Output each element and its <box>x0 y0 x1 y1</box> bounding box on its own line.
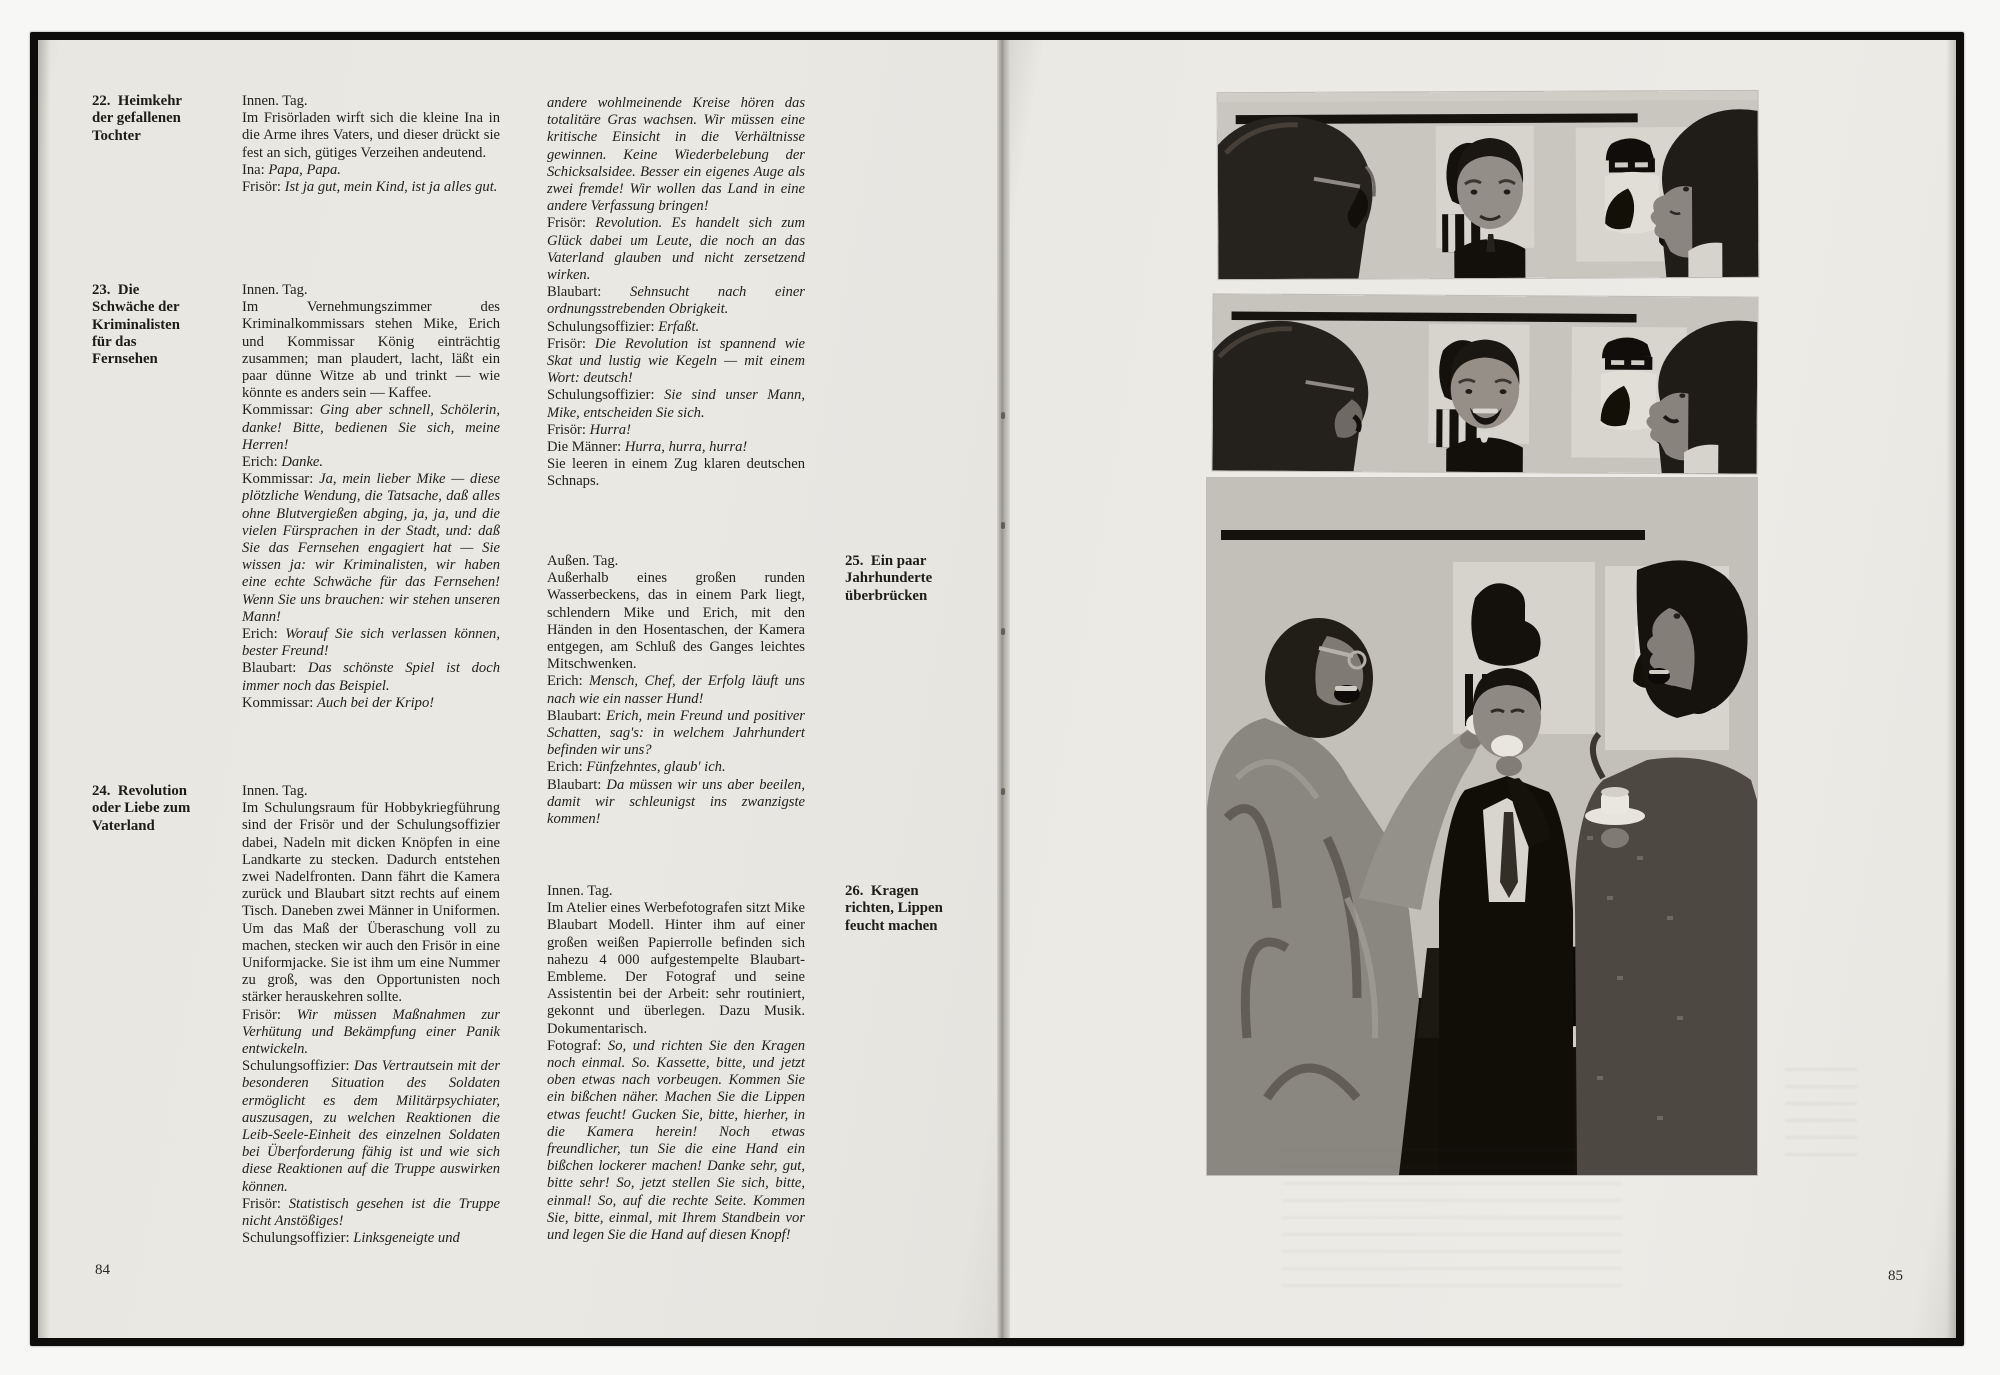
script-paragraph <box>547 215 805 284</box>
dialogue-text: Linksgeneigte und <box>353 1230 460 1247</box>
script-paragraph <box>242 471 500 626</box>
scene-margin-label-line: feucht machen <box>845 917 938 934</box>
scene-margin-label <box>845 553 932 605</box>
scene-margin-label <box>92 783 190 835</box>
script-paragraph <box>242 402 500 454</box>
dialogue-text: Danke. <box>281 454 324 471</box>
script-block <box>242 282 500 712</box>
film-still-top <box>1218 91 1759 279</box>
dialogue-text: Das Vertrautsein mit der besonderen Situation des Soldaten ermöglicht es dem Militärpsychiater, auszusagen, zu welchen Reaktionen die Leib-Seele-Einheit des einzelnen Soldaten bei Überforderung fähig ist und wie sich diese Reaktionen auf die Truppe auswirken können. <box>242 1058 500 1195</box>
script-block <box>242 783 500 1247</box>
stage-text: Im Frisörladen wirft sich die kleine Ina in die Arme ihres Vaters, und dieser drückt sie fest an sich, gütiges Verzeihen andeutend. <box>242 110 500 161</box>
script-paragraph <box>242 93 500 110</box>
script-paragraph <box>242 695 500 712</box>
dialogue-text: Auch bei der Kripo! <box>317 694 435 711</box>
stage-text: Kommissar: <box>242 402 320 419</box>
margin-labels-right <box>845 40 977 1338</box>
script-paragraph <box>547 673 805 707</box>
film-still-middle-art <box>1212 294 1757 473</box>
film-still-large-art <box>1207 478 1757 1175</box>
scene-margin-label-line: Schwäche der <box>92 299 180 316</box>
scene-margin-label-line: Kriminalisten <box>92 316 180 333</box>
stage-text: Frisör: <box>547 421 590 438</box>
script-paragraph <box>242 110 500 162</box>
script-paragraph <box>242 1196 500 1230</box>
stage-text: Die Männer: <box>547 439 625 456</box>
stage-text: Frisör: <box>242 179 285 196</box>
script-paragraph <box>242 660 500 694</box>
dialogue-text: Die Revolution ist spannend wie Skat und lustig wie Kegeln — mit einem Wort: deutsch! <box>547 335 805 387</box>
stage-text: Schulungsoffizier: <box>242 1230 354 1247</box>
dialogue-text: Ist ja gut, mein Kind, ist ja alles gut. <box>284 179 498 196</box>
script-paragraph <box>547 900 805 1038</box>
dialogue-text: Papa, Papa. <box>268 161 341 178</box>
dialogue-text: Erfaßt. <box>658 318 700 335</box>
stage-text: Schulungsoffizier: <box>547 318 659 335</box>
script-block <box>547 553 805 828</box>
stage-text: Kommissar: <box>242 694 317 711</box>
stage-text: Blaubart: <box>547 776 607 793</box>
stage-text: Frisör: <box>242 1006 297 1023</box>
margin-labels-left <box>92 40 230 1338</box>
spread <box>38 40 1956 1338</box>
script-paragraph <box>242 1058 500 1196</box>
stage-text: Innen. Tag. <box>242 93 308 109</box>
stage-text: Erich: <box>547 673 590 690</box>
scene-margin-label <box>845 883 943 935</box>
dialogue-text: Worauf Sie sich verlassen können, bester Freund! <box>242 626 500 660</box>
dialogue-text: Hurra, hurra, hurra! <box>624 439 748 456</box>
script-paragraph <box>547 570 805 673</box>
dialogue-text: Da müssen wir uns aber beeilen, damit wir schleunigst ins zwanzigste kommen! <box>547 776 805 828</box>
stage-text: Innen. Tag. <box>547 883 613 899</box>
script-paragraph <box>547 708 805 760</box>
stage-text: Sie leeren in einem Zug klaren deutschen Schnaps. <box>547 456 805 490</box>
script-block <box>547 883 805 1244</box>
script-paragraph <box>547 336 805 388</box>
script-paragraph <box>547 439 805 456</box>
dialogue-text: Hurra! <box>589 421 631 438</box>
script-paragraph <box>547 883 805 900</box>
script-paragraph <box>242 299 500 402</box>
dialogue-text: Das schönste Spiel ist doch immer noch das Beispiel. <box>242 660 500 694</box>
stage-text: Im Schulungsraum für Hobbykriegführung sind der Frisör und der Schulungsoffizier dabei, Nadeln mit dicken Knöpfen in eine Landkarte zu stecken. Dadurch entstehen zwei Nadelfronten. Dann fährt die Kamera zurück und Blaubart sitzt rechts auf einem Tisch. Daneben zwei Männer in Uniformen. Um das Maß der Überaschung voll zu machen, stecken wir auch den Frisör in eine Uniformjacke. Sie ist ihm um eine Nummer zu groß, was den Opportunisten noch stärker herauskehren sollte. <box>242 800 500 1006</box>
script-paragraph <box>242 783 500 800</box>
script-paragraph <box>242 162 500 179</box>
script-paragraph <box>242 454 500 471</box>
script-paragraph <box>547 387 805 421</box>
script-paragraph <box>242 800 500 1006</box>
script-paragraph <box>242 626 500 660</box>
script-column-1 <box>242 40 500 1338</box>
scene-margin-label-line: 23. Die <box>92 282 140 298</box>
scene-margin-label <box>92 282 180 368</box>
scene-margin-label-line: für das <box>92 333 137 350</box>
dialogue-text: Statistisch gesehen ist die Truppe nicht Anstößiges! <box>242 1195 500 1230</box>
stage-text: Schulungsoffizier: <box>242 1058 354 1075</box>
binding-stitch <box>1001 522 1005 529</box>
stage-text: Erich: <box>242 454 282 471</box>
page-84 <box>38 40 997 1338</box>
stage-text: Frisör: <box>547 335 595 352</box>
stage-text: Außerhalb eines großen runden Wasserbeckens, das in einem Park liegt, schlendern Mike und Erich, mit den Händen in den Hosentaschen, der Kamera entgegen, am Schluß des Ganges leichtes Mitschwenken. <box>547 570 805 673</box>
dialogue-text: Sie sind unser Mann, Mike, entscheiden Sie sich. <box>547 387 805 421</box>
script-paragraph <box>242 1230 500 1247</box>
stage-text: Erich: <box>242 626 286 643</box>
stage-text: Ina: <box>242 161 269 178</box>
script-column-2 <box>547 40 805 1338</box>
binding-stitch <box>1001 628 1005 635</box>
book-spread <box>30 32 1964 1346</box>
stage-text: Im Atelier eines Werbefotografen sitzt Mike Blaubart Modell. Hinter ihm auf einer großen weißen Papierrolle befinden sich nahezu 4 000 aufgestempelte Blaubart-Embleme. Der Fotograf und seine Assistentin bei der Arbeit: sehr routiniert, gekonnt und überlegen. Dazu Musik. Dokumentarisch. <box>547 900 805 1037</box>
stage-text: Im Vernehmungszimmer des Kriminalkommissars stehen Mike, Erich und Kommissar König einträchtig zusammen; man plaudert, lacht, läßt ein paar dünne Witze ab und trinkt — wie könnte es anders sein — Kaffee. <box>242 299 500 402</box>
dialogue-text: Ja, mein lieber Mike — diese plötzliche Wendung, die Tatsache, daß alles ohne Blutvergießen abging, ja, ja, und die vielen Fürsprachen in der Stadt, und: daß Sie das Fernsehen engagiert hat — Sie wissen ja: wir Kriminalisten, wir haben eine echte Schwäche für das Fernsehen! Wenn Sie uns brauchen: wir stehen unseren Mann! <box>242 471 501 625</box>
stage-text: Außen. Tag. <box>547 553 619 569</box>
script-block <box>242 93 500 196</box>
stage-text: Innen. Tag. <box>242 783 308 799</box>
scene-margin-label-line: 26. Kragen <box>845 883 919 899</box>
stage-text: Frisör: <box>242 1195 289 1212</box>
script-paragraph <box>547 456 805 490</box>
scene-margin-label-line: oder Liebe zum <box>92 800 191 817</box>
scene-margin-label-line: 24. Revolution <box>92 783 187 799</box>
film-still-large <box>1207 478 1757 1175</box>
script-paragraph <box>547 777 805 829</box>
scene-margin-label-line: richten, Lippen <box>845 900 943 917</box>
page-85 <box>1010 40 1956 1338</box>
script-paragraph <box>547 95 805 215</box>
dialogue-text: andere wohlmeinende Kreise hören das totalitäre Gras wachsen. Wir müssen eine kritische Einsicht in die Verhältnisse gewinnen. Keine Wiederbelebung der Schicksalsidee. Besser ein eigenes Auge als zwei fremde! Wir wollen das Land in eine andere Verfassung bringen! <box>547 95 805 215</box>
scene-margin-label-line: 25. Ein paar <box>845 553 927 569</box>
dialogue-text: Fünfzehntes, glaub' ich. <box>586 759 726 776</box>
script-paragraph <box>547 319 805 336</box>
scene-margin-label-line: Fernsehen <box>92 351 158 368</box>
page-number-left: 84 <box>95 1262 110 1278</box>
film-still-top-art <box>1218 91 1759 279</box>
dialogue-text: Revolution. Es handelt sich zum Glück dabei um Leute, die noch an das Vaterland glauben und nicht zersetzend wirken. <box>547 215 806 284</box>
scene-margin-label <box>92 93 182 145</box>
stage-text: Blaubart: <box>547 707 607 724</box>
scene-margin-label-line: Jahrhunderte <box>845 570 933 587</box>
dialogue-text: Erich, mein Freund und positiver Schatten, sag's: in welchem Jahrhundert befinden wir uns? <box>547 707 805 759</box>
dialogue-text: Sehnsucht nach einer ordnungsstrebenden Obrigkeit. <box>547 284 805 318</box>
stage-text: Erich: <box>547 759 587 776</box>
scene-margin-label-line: überbrücken <box>845 587 928 604</box>
page-number-right: 85 <box>1888 1268 1903 1284</box>
binding-stitch <box>1001 412 1005 419</box>
stage-text: Kommissar: <box>242 471 320 488</box>
binding-stitch <box>1001 788 1005 795</box>
scene-margin-label-line: Tochter <box>92 127 141 144</box>
stage-text: Schulungsoffizier: <box>547 387 665 404</box>
stage-text: Blaubart: <box>242 660 309 677</box>
script-paragraph <box>547 422 805 439</box>
dialogue-text: Ging aber schnell, Schölerin, danke! Bitte, bedienen Sie sich, meine Herren! <box>242 402 500 453</box>
stage-text: Frisör: <box>547 215 596 232</box>
script-paragraph <box>547 553 805 570</box>
stage-text: Blaubart: <box>547 284 631 301</box>
scene-margin-label-line: der gefallenen <box>92 110 181 127</box>
show-through-ghost <box>1282 1148 1622 1298</box>
dialogue-text: So, und richten Sie den Kragen noch einmal. So. Kassette, bitte, und jetzt oben etwas nach vorbeugen. Kommen Sie ein bißchen näher. Machen Sie die Lippen etwas feucht! Gucken Sie, bitte, hierher, in die Kamera herein! Noch etwas freundlicher, tun Sie die eine Hand ein bißchen lockerer machen! Danke sehr, gut, bitte sehr! So, jetzt stellen Sie sich, bitte, einmal! So, auf die rechte Seite. Kommen Sie, bitte, einmal, mit Ihrem Standbein vor und legen Sie die Hand auf diesen Knopf! <box>547 1037 805 1244</box>
scene-margin-label-line: Vaterland <box>92 817 155 834</box>
script-block <box>547 95 805 491</box>
script-paragraph <box>242 282 500 299</box>
script-paragraph <box>242 1007 500 1059</box>
stage-text: Fotograf: <box>547 1037 608 1054</box>
script-paragraph <box>547 284 805 318</box>
dialogue-text: Mensch, Chef, der Erfolg läuft uns nach wie ein nasser Hund! <box>547 673 805 707</box>
stage-text: Innen. Tag. <box>242 282 308 298</box>
script-paragraph <box>547 759 805 776</box>
script-paragraph <box>242 179 500 196</box>
scene-margin-label-line: 22. Heimkehr <box>92 93 183 109</box>
script-paragraph <box>547 1038 805 1244</box>
film-still-middle <box>1212 294 1757 473</box>
show-through-ghost <box>1785 1068 1857 1168</box>
dialogue-text: Wir müssen Maßnahmen zur Verhütung und Bekämpfung einer Panik entwickeln. <box>242 1006 500 1058</box>
binding-gutter <box>997 40 1010 1338</box>
